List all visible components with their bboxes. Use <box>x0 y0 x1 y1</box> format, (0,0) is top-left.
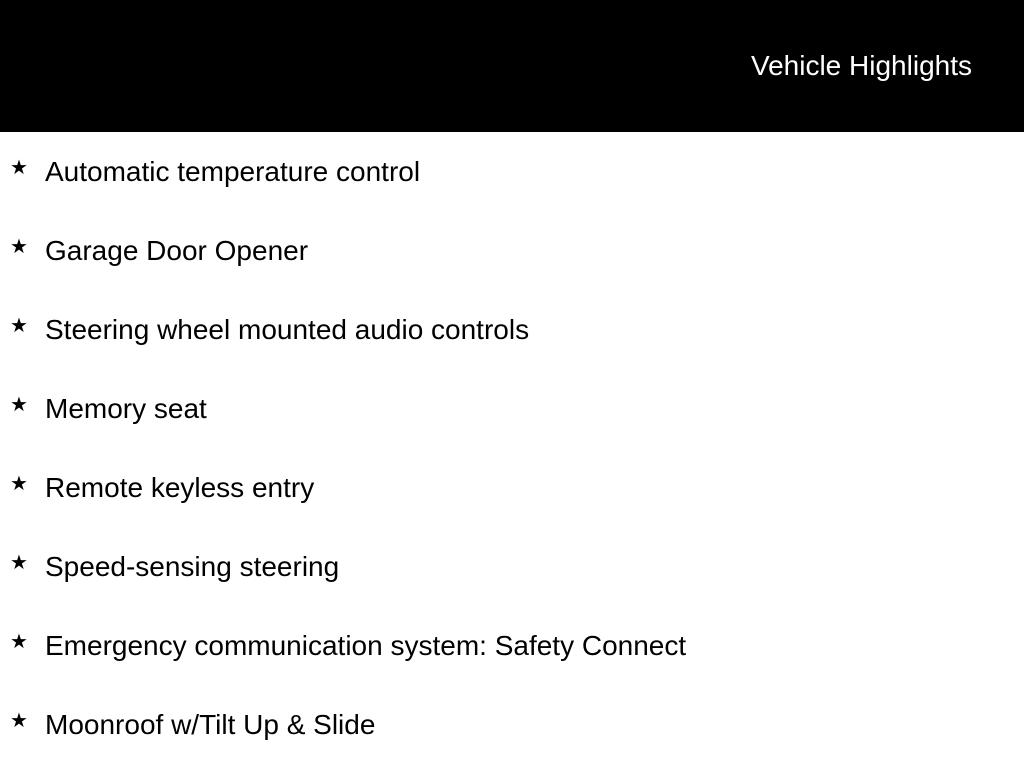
highlight-label: Moonroof w/Tilt Up & Slide <box>45 709 376 740</box>
list-item <box>0 448 1024 527</box>
highlight-label: Memory seat <box>45 393 207 424</box>
highlight-label: Speed-sensing steering <box>45 551 340 582</box>
header-bar <box>0 0 1024 132</box>
star-icon: ★ <box>10 394 28 416</box>
star-icon: ★ <box>10 315 28 337</box>
highlight-label: Automatic temperature control <box>45 156 421 187</box>
star-icon: ★ <box>10 236 28 258</box>
list-item <box>0 527 1024 606</box>
star-icon: ★ <box>10 710 28 732</box>
list-item <box>0 211 1024 290</box>
star-icon: ★ <box>10 473 28 495</box>
highlights-list <box>0 132 1024 764</box>
list-item <box>0 606 1024 685</box>
star-icon: ★ <box>10 157 28 179</box>
list-item <box>0 685 1024 764</box>
list-item <box>0 369 1024 448</box>
list-item <box>0 290 1024 369</box>
star-icon: ★ <box>10 631 28 653</box>
highlight-label: Garage Door Opener <box>45 235 309 266</box>
star-icon: ★ <box>10 552 28 574</box>
highlight-label: Remote keyless entry <box>45 472 315 503</box>
highlight-label: Emergency communication system: Safety Connect <box>45 630 687 661</box>
highlight-label: Steering wheel mounted audio controls <box>45 314 530 345</box>
list-item <box>0 132 1024 211</box>
page-title: Vehicle Highlights <box>750 50 972 81</box>
